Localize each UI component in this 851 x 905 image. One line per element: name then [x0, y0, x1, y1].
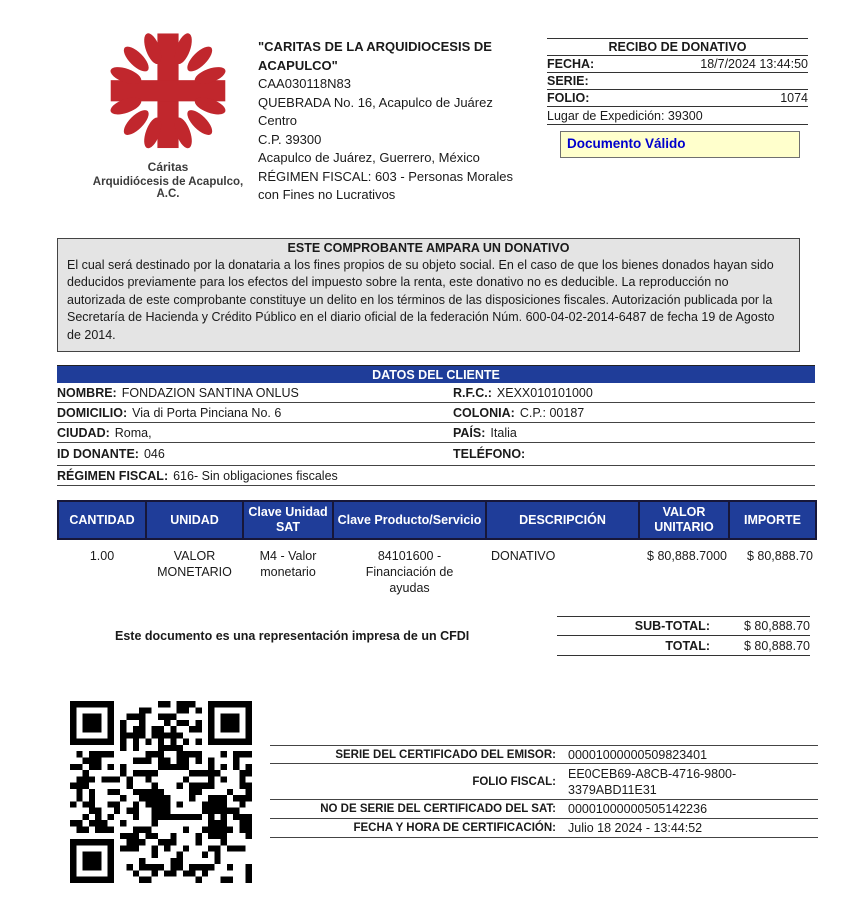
cell-importe: $ 80,888.70: [746, 549, 813, 563]
donation-notice: [57, 238, 800, 352]
cell-clave-unidad: M4 - Valor monetario: [259, 549, 317, 579]
subtotal-row: [557, 616, 810, 636]
client-row-iddonante-telefono: [57, 443, 815, 466]
folio-label: FOLIO:: [547, 91, 590, 105]
pais-field: [453, 426, 815, 440]
regimen-fiscal-field: [57, 469, 815, 483]
client-section: [57, 365, 815, 486]
items-table: [57, 500, 817, 598]
col-descripcion: DESCRIPCIÓN: [486, 501, 639, 539]
ciudad-label: CIUDAD:: [57, 425, 110, 440]
cell-descripcion: DONATIVO: [491, 549, 556, 563]
emitter-rfc: CAA030118N83: [258, 76, 351, 91]
caritas-logo: [84, 26, 252, 200]
receipt-title: RECIBO DE DONATIVO: [547, 39, 808, 56]
folio-row: [547, 90, 808, 107]
rfc-value: XEXX010101000: [496, 385, 593, 400]
certification-section: [270, 745, 818, 838]
logo-caption-caritas: Cáritas: [147, 160, 189, 174]
client-row-nombre-rfc: [57, 383, 815, 403]
regimen-fiscal-value: 616- Sin obligaciones fiscales: [173, 468, 338, 483]
cert-emisor-value: 00001000000509823401: [568, 747, 708, 762]
rfc-field: [453, 386, 815, 400]
col-importe: IMPORTE: [729, 501, 816, 539]
item-row: [58, 539, 816, 598]
ciudad-field: [57, 426, 453, 440]
emitter-colonia: Centro: [258, 113, 298, 128]
notice-body: El cual será destinado por la donataria a los fines propios de su objeto social. En el caso de que los bienes donados hayan sido deducidos previamente para los efectos del impuesto sobre la renta, este donativo no es deducible. La reproducción no autorizada de este comprobante constituye un delito en los términos de las disposiciones fiscales. Autorización publicada por la Secretaría de Hacienda y Crédito Público en el diario oficial de la federación Núm. 600-04-02-2014-6487 de fecha 19 de Agosto de 2014.: [67, 258, 775, 342]
fecha-value: 18/7/2024 13:44:50: [700, 57, 808, 71]
col-valor-unitario: VALOR UNITARIO: [639, 501, 729, 539]
client-row-ciudad-pais: [57, 423, 815, 443]
id-donante-value: 046: [143, 447, 165, 461]
total-value: $ 80,888.70: [743, 638, 810, 653]
regimen-fiscal-label: RÉGIMEN FISCAL:: [57, 468, 169, 483]
cell-unidad: VALOR MONETARIO: [157, 549, 232, 579]
colonia-value: C.P.: 00187: [519, 405, 585, 420]
emitter-regimen-line2: con Fines no Lucrativos: [258, 187, 396, 202]
colonia-field: [453, 406, 815, 420]
subtotal-label: SUB-TOTAL:: [634, 619, 710, 633]
nombre-field: [57, 386, 453, 400]
pais-value: Italia: [490, 425, 517, 440]
folio-value: 1074: [780, 91, 808, 105]
fecha-label: FECHA:: [547, 57, 595, 71]
client-row-regimen: [57, 466, 815, 486]
emitter-street: QUEBRADA No. 16, Acapulco de Juárez: [258, 94, 493, 110]
emitter-regimen-line1: RÉGIMEN FISCAL: 603 - Personas Morales: [258, 168, 514, 184]
fecha-certificacion-row: [270, 819, 818, 838]
domicilio-value: Via di Porta Pinciana No. 6: [132, 405, 282, 420]
cert-sat-value: 00001000000505142236: [568, 802, 708, 816]
cell-valor-unitario: $ 80,888.7000: [647, 549, 727, 563]
telefono-label: TELÉFONO:: [453, 447, 526, 461]
nombre-value: FONDAZION SANTINA ONLUS: [121, 385, 299, 400]
cfdi-note: Este documento es una representación impresa de un CFDI: [115, 629, 470, 643]
cert-sat-row: [270, 800, 818, 819]
domicilio-label: DOMICILIO:: [57, 405, 128, 420]
rfc-label: R.F.C.:: [453, 385, 492, 400]
fecha-certificacion-value: Julio 18 2024 - 13:44:52: [568, 821, 703, 835]
emitter-city: Acapulco de Juárez, Guerrero, México: [258, 150, 480, 165]
col-clave-producto-servicio: Clave Producto/Servicio: [333, 501, 486, 539]
valid-document-badge: Documento Válido: [560, 131, 800, 158]
subtotal-value: $ 80,888.70: [743, 619, 810, 633]
pais-label: PAÍS:: [453, 425, 486, 440]
id-donante-field: [57, 447, 453, 461]
fecha-row: [547, 56, 808, 73]
qr-code: [70, 701, 252, 883]
folio-fiscal-value: EE0CEB69-A8CB-4716-9800-3379ABD11E31: [568, 766, 737, 797]
col-clave-unidad-sat: Clave Unidad SAT: [243, 501, 333, 539]
col-cantidad: CANTIDAD: [58, 501, 146, 539]
notice-title: ESTE COMPROBANTE AMPARA UN DONATIVO: [287, 241, 570, 255]
total-row: [557, 636, 810, 656]
fecha-certificacion-label: FECHA Y HORA DE CERTIFICACIÓN:: [353, 822, 556, 834]
folio-fiscal-row: [270, 764, 818, 800]
lugar-expedicion: Lugar de Expedición: 39300: [547, 107, 808, 125]
client-section-header: DATOS DEL CLIENTE: [57, 365, 815, 383]
domicilio-field: [57, 406, 453, 420]
emitter-info: [258, 38, 553, 205]
colonia-label: COLONIA:: [453, 405, 515, 420]
logo-caption-arquidiocesis: Arquidiócesis de Acapulco, A.C.: [92, 176, 244, 200]
totals-table: [557, 616, 810, 656]
cert-emisor-row: [270, 745, 818, 764]
receipt-header-box: [547, 38, 808, 158]
serie-label: SERIE:: [547, 74, 589, 88]
cell-cantidad: 1.00: [89, 549, 115, 563]
col-unidad: UNIDAD: [146, 501, 243, 539]
emitter-name-line1: "CARITAS DE LA ARQUIDIOCESIS DE: [258, 39, 492, 54]
nombre-label: NOMBRE:: [57, 385, 117, 400]
serie-row: [547, 73, 808, 90]
cell-clave-producto: 84101600 - Financiación de ayudas: [365, 549, 454, 595]
qr-code-canvas: [70, 701, 252, 883]
items-header-row: [58, 501, 816, 539]
total-label: TOTAL:: [665, 638, 710, 653]
client-row-domicilio-colonia: [57, 403, 815, 423]
telefono-field: [453, 447, 815, 461]
folio-fiscal-label: FOLIO FISCAL:: [472, 775, 556, 788]
emitter-cp: C.P. 39300: [258, 131, 322, 147]
emitter-name-line2: ACAPULCO": [258, 57, 338, 73]
cert-emisor-label: SERIE DEL CERTIFICADO DEL EMISOR:: [335, 748, 556, 761]
cert-sat-label: NO DE SERIE DEL CERTIFICADO DEL SAT:: [320, 803, 556, 815]
ciudad-value: Roma,: [114, 425, 152, 440]
caritas-cross-icon: [93, 26, 243, 158]
id-donante-label: ID DONANTE:: [57, 447, 139, 461]
